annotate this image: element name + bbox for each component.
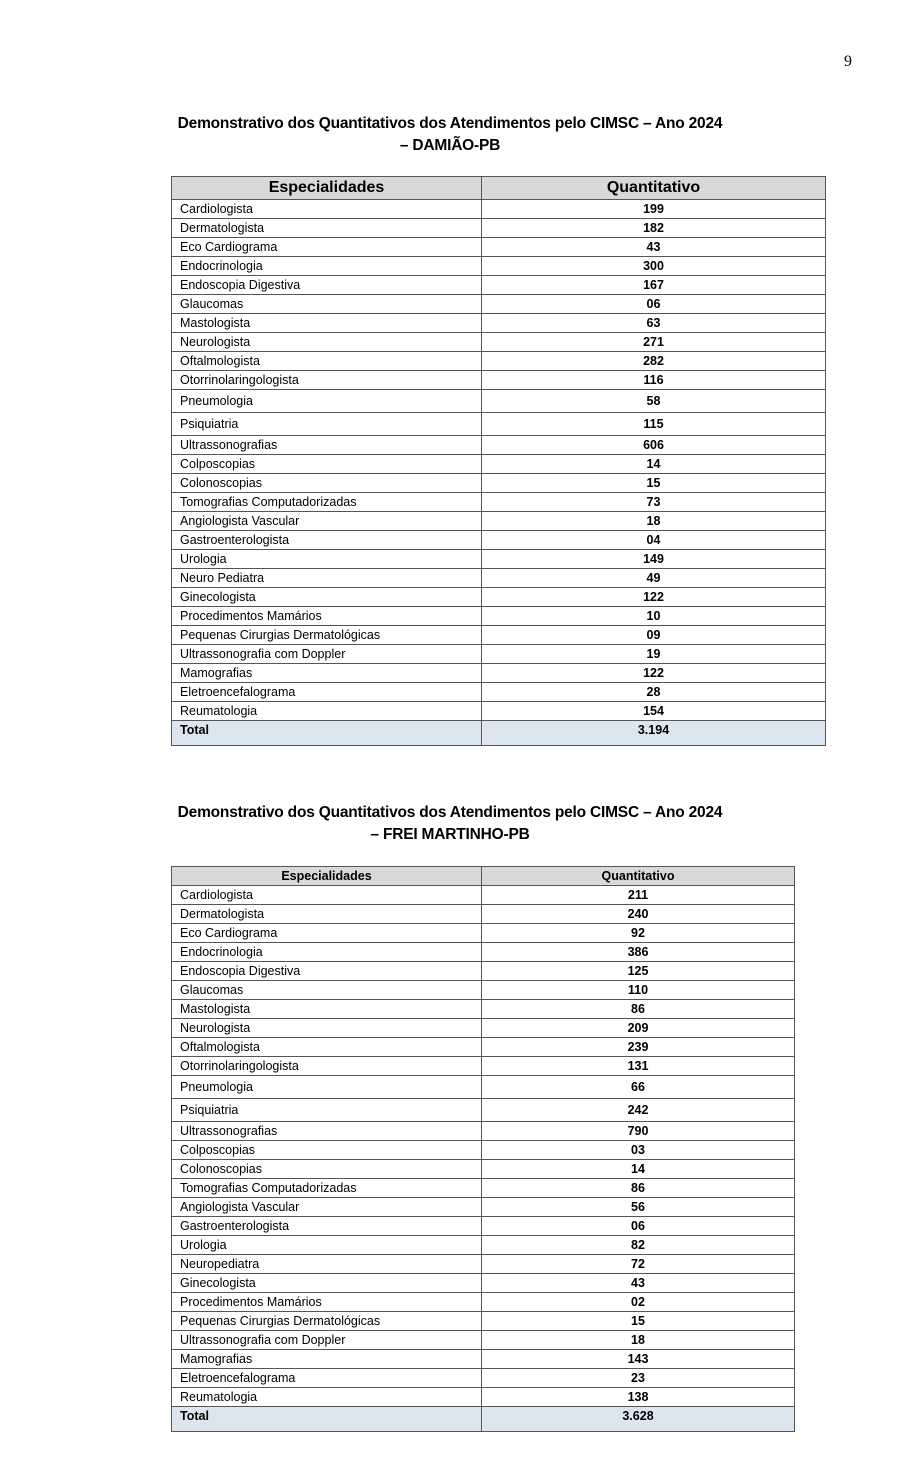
specialty-name: Dermatologista — [172, 219, 482, 238]
header-especialidades: Especialidades — [172, 867, 482, 886]
specialty-count: 10 — [482, 607, 826, 626]
table-row — [172, 664, 826, 683]
table-row — [172, 1122, 795, 1141]
table-row — [172, 493, 826, 512]
specialty-name: Endoscopia Digestiva — [172, 962, 482, 981]
specialty-name: Otorrinolaringologista — [172, 371, 482, 390]
specialty-name: Angiologista Vascular — [172, 512, 482, 531]
specialty-count: 04 — [482, 531, 826, 550]
specialty-name: Cardiologista — [172, 886, 482, 905]
specialty-name: Glaucomas — [172, 295, 482, 314]
specialty-name: Eco Cardiograma — [172, 238, 482, 257]
specialty-name: Psiquiatria — [172, 1099, 482, 1122]
total-label: Total — [172, 1407, 482, 1432]
specialty-count: 125 — [482, 962, 795, 981]
table-row — [172, 512, 826, 531]
total-row — [172, 721, 826, 746]
specialty-count: 14 — [482, 455, 826, 474]
specialty-name: Ultrassonografia com Doppler — [172, 645, 482, 664]
specialty-count: 28 — [482, 683, 826, 702]
table-row — [172, 1350, 795, 1369]
specialty-count: 122 — [482, 664, 826, 683]
table-row — [172, 295, 826, 314]
table-row — [172, 1274, 795, 1293]
specialty-count: 82 — [482, 1236, 795, 1255]
table-row — [172, 1388, 795, 1407]
specialty-count: 271 — [482, 333, 826, 352]
total-row — [172, 1407, 795, 1432]
specialty-count: 86 — [482, 1000, 795, 1019]
specialty-name: Colonoscopias — [172, 1160, 482, 1179]
specialty-name: Mamografias — [172, 664, 482, 683]
table-row — [172, 626, 826, 645]
specialty-count: 606 — [482, 436, 826, 455]
specialty-name: Angiologista Vascular — [172, 1198, 482, 1217]
table-row — [172, 314, 826, 333]
specialty-name: Procedimentos Mamários — [172, 607, 482, 626]
table-row — [172, 1038, 795, 1057]
table-row — [172, 1141, 795, 1160]
table-row — [172, 352, 826, 371]
specialty-name: Mastologista — [172, 1000, 482, 1019]
specialty-count: 66 — [482, 1076, 795, 1099]
total-label: Total — [172, 721, 482, 746]
specialty-name: Tomografias Computadorizadas — [172, 493, 482, 512]
specialty-count: 211 — [482, 886, 795, 905]
specialty-count: 116 — [482, 371, 826, 390]
table-row — [172, 1099, 795, 1122]
table-row — [172, 257, 826, 276]
specialty-name: Mastologista — [172, 314, 482, 333]
table-row — [172, 219, 826, 238]
specialty-name: Eletroencefalograma — [172, 683, 482, 702]
table-row — [172, 531, 826, 550]
table-row — [172, 943, 795, 962]
specialty-name: Cardiologista — [172, 200, 482, 219]
table-frei-martinho — [171, 866, 795, 1432]
specialty-count: 15 — [482, 1312, 795, 1331]
title-line-2: – DAMIÃO-PB — [399, 137, 501, 154]
header-quantitativo: Quantitativo — [482, 177, 826, 200]
table-row — [172, 702, 826, 721]
specialty-count: 06 — [482, 1217, 795, 1236]
specialty-count: 58 — [482, 390, 826, 413]
title-line-1: Demonstrativo dos Quantitativos dos Atendimentos pelo CIMSC – Ano 2024 — [177, 115, 723, 132]
table-row — [172, 905, 795, 924]
table-row — [172, 607, 826, 626]
header-quantitativo: Quantitativo — [482, 867, 795, 886]
table-row — [172, 645, 826, 664]
table-row — [172, 436, 826, 455]
specialty-name: Tomografias Computadorizadas — [172, 1179, 482, 1198]
specialty-name: Gastroenterologista — [172, 531, 482, 550]
specialty-count: 18 — [482, 1331, 795, 1350]
specialty-count: 131 — [482, 1057, 795, 1076]
specialty-name: Ginecologista — [172, 1274, 482, 1293]
specialty-count: 43 — [482, 1274, 795, 1293]
specialty-name: Pequenas Cirurgias Dermatológicas — [172, 626, 482, 645]
table-row — [172, 1057, 795, 1076]
specialty-name: Procedimentos Mamários — [172, 1293, 482, 1312]
table-row — [172, 1255, 795, 1274]
table-row — [172, 1000, 795, 1019]
specialty-name: Colposcopias — [172, 455, 482, 474]
table-row — [172, 1198, 795, 1217]
specialty-name: Neurologista — [172, 1019, 482, 1038]
table-row — [172, 588, 826, 607]
specialty-count: 154 — [482, 702, 826, 721]
specialty-name: Ultrassonografia com Doppler — [172, 1331, 482, 1350]
specialty-name: Neurologista — [172, 333, 482, 352]
table-row — [172, 276, 826, 295]
table-row — [172, 569, 826, 588]
table-damiao — [171, 176, 826, 746]
specialty-count: 167 — [482, 276, 826, 295]
specialty-count: 19 — [482, 645, 826, 664]
specialty-name: Reumatologia — [172, 702, 482, 721]
specialty-count: 242 — [482, 1099, 795, 1122]
specialty-count: 115 — [482, 413, 826, 436]
specialty-count: 09 — [482, 626, 826, 645]
specialty-count: 209 — [482, 1019, 795, 1038]
table-title-frei-martinho — [0, 802, 900, 846]
specialty-name: Psiquiatria — [172, 413, 482, 436]
specialty-name: Pneumologia — [172, 390, 482, 413]
table-title-damiao — [0, 113, 900, 157]
table-row — [172, 1369, 795, 1388]
specialty-count: 110 — [482, 981, 795, 1000]
specialty-count: 282 — [482, 352, 826, 371]
table-row — [172, 413, 826, 436]
table-row — [172, 1076, 795, 1099]
specialty-count: 73 — [482, 493, 826, 512]
specialty-count: 790 — [482, 1122, 795, 1141]
specialty-count: 18 — [482, 512, 826, 531]
specialty-name: Gastroenterologista — [172, 1217, 482, 1236]
table-header-row — [172, 867, 795, 886]
specialty-count: 92 — [482, 924, 795, 943]
table-row — [172, 924, 795, 943]
table-row — [172, 333, 826, 352]
table-row — [172, 886, 795, 905]
specialty-name: Dermatologista — [172, 905, 482, 924]
specialty-name: Urologia — [172, 550, 482, 569]
specialty-name: Otorrinolaringologista — [172, 1057, 482, 1076]
specialty-name: Pequenas Cirurgias Dermatológicas — [172, 1312, 482, 1331]
specialty-name: Urologia — [172, 1236, 482, 1255]
specialty-count: 122 — [482, 588, 826, 607]
table-row — [172, 683, 826, 702]
specialty-count: 63 — [482, 314, 826, 333]
table-row — [172, 1312, 795, 1331]
specialty-count: 143 — [482, 1350, 795, 1369]
specialty-name: Neuro Pediatra — [172, 569, 482, 588]
specialty-name: Endoscopia Digestiva — [172, 276, 482, 295]
header-especialidades: Especialidades — [172, 177, 482, 200]
table-row — [172, 390, 826, 413]
table-row — [172, 1293, 795, 1312]
table-header-row — [172, 177, 826, 200]
specialty-name: Eletroencefalograma — [172, 1369, 482, 1388]
specialty-count: 14 — [482, 1160, 795, 1179]
table-row — [172, 1179, 795, 1198]
title-line-1: Demonstrativo dos Quantitativos dos Atendimentos pelo CIMSC – Ano 2024 — [177, 804, 723, 821]
specialty-name: Reumatologia — [172, 1388, 482, 1407]
specialty-name: Endocrinologia — [172, 943, 482, 962]
specialty-count: 199 — [482, 200, 826, 219]
table-row — [172, 200, 826, 219]
specialty-name: Colposcopias — [172, 1141, 482, 1160]
specialty-name: Oftalmologista — [172, 1038, 482, 1057]
specialty-count: 86 — [482, 1179, 795, 1198]
specialty-name: Endocrinologia — [172, 257, 482, 276]
specialty-count: 149 — [482, 550, 826, 569]
specialty-count: 138 — [482, 1388, 795, 1407]
table-row — [172, 1236, 795, 1255]
specialty-name: Oftalmologista — [172, 352, 482, 371]
specialty-count: 15 — [482, 474, 826, 493]
specialty-count: 43 — [482, 238, 826, 257]
specialty-name: Pneumologia — [172, 1076, 482, 1099]
title-line-2: – FREI MARTINHO-PB — [370, 826, 530, 843]
table-row — [172, 455, 826, 474]
specialty-name: Eco Cardiograma — [172, 924, 482, 943]
table-row — [172, 371, 826, 390]
table-row — [172, 962, 795, 981]
table-row — [172, 238, 826, 257]
table-row — [172, 1019, 795, 1038]
table-row — [172, 474, 826, 493]
total-value: 3.194 — [482, 721, 826, 746]
table-row — [172, 1217, 795, 1236]
page-number: 9 — [844, 53, 852, 70]
specialty-count: 06 — [482, 295, 826, 314]
specialty-count: 02 — [482, 1293, 795, 1312]
specialty-count: 56 — [482, 1198, 795, 1217]
specialty-name: Ginecologista — [172, 588, 482, 607]
table-row — [172, 1331, 795, 1350]
specialty-count: 386 — [482, 943, 795, 962]
table-row — [172, 981, 795, 1000]
specialty-name: Ultrassonografias — [172, 436, 482, 455]
specialty-count: 300 — [482, 257, 826, 276]
specialty-count: 23 — [482, 1369, 795, 1388]
specialty-name: Colonoscopias — [172, 474, 482, 493]
specialty-count: 182 — [482, 219, 826, 238]
table-row — [172, 550, 826, 569]
specialty-count: 72 — [482, 1255, 795, 1274]
total-value: 3.628 — [482, 1407, 795, 1432]
specialty-count: 240 — [482, 905, 795, 924]
specialty-name: Neuropediatra — [172, 1255, 482, 1274]
specialty-count: 49 — [482, 569, 826, 588]
specialty-count: 03 — [482, 1141, 795, 1160]
specialty-name: Mamografias — [172, 1350, 482, 1369]
specialty-count: 239 — [482, 1038, 795, 1057]
specialty-name: Glaucomas — [172, 981, 482, 1000]
table-row — [172, 1160, 795, 1179]
specialty-name: Ultrassonografias — [172, 1122, 482, 1141]
